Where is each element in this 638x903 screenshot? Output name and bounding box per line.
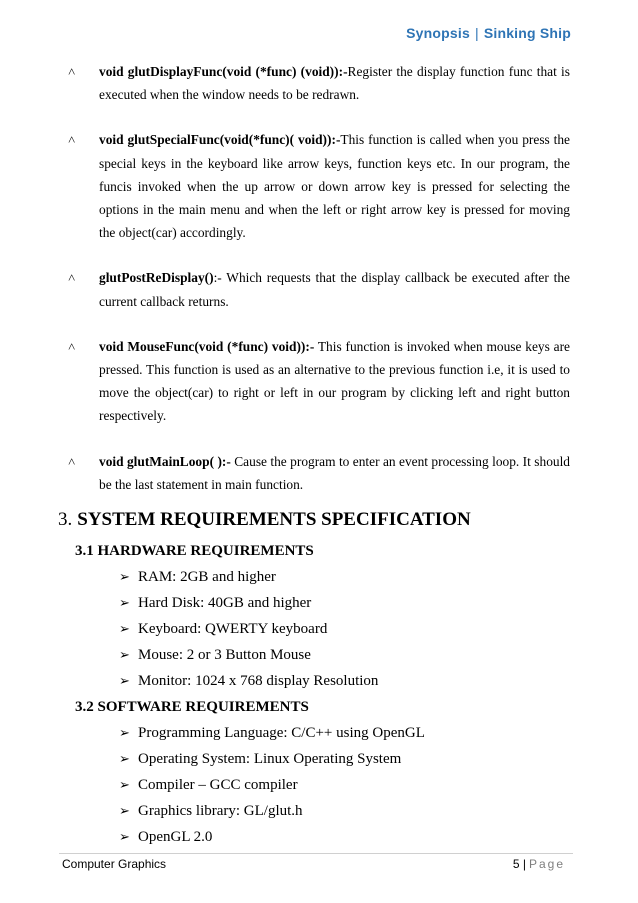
caret-up-bullet-icon: ˄ — [68, 64, 76, 79]
arrowhead-bullet-icon: ➢ — [119, 777, 130, 792]
list-item-text: Keyboard: QWERTY keyboard — [138, 621, 328, 637]
function-item — [68, 335, 570, 428]
list-item — [119, 800, 425, 826]
list-item-text: OpenGL 2.0 — [138, 829, 213, 845]
function-description: This function is invoked when mouse keys are pressed. This function is used as an alternative to the previous function i.e, it is used to move the object(car) to right or left in our program by clicking left and right button respectively. — [99, 338, 570, 424]
footer-page-number — [513, 857, 565, 871]
hardware-heading: 3.1 HARDWARE REQUIREMENTS — [75, 543, 314, 559]
list-item — [119, 592, 378, 618]
caret-up-bullet-icon: ˄ — [68, 270, 76, 286]
caret-up-bullet-icon: ˄ — [68, 338, 76, 354]
function-signature: void glutDisplayFunc(void (*func) (void)):- — [99, 64, 348, 79]
section-heading — [58, 509, 471, 531]
function-description: Cause the program to enter an event processing loop. It should be the last statement in main function. — [99, 453, 570, 492]
list-item-text: RAM: 2GB and higher — [138, 569, 276, 585]
arrowhead-bullet-icon: ➢ — [119, 647, 130, 662]
arrowhead-bullet-icon: ➢ — [119, 569, 130, 584]
function-signature: void MouseFunc(void (*func) void)):- — [99, 338, 315, 354]
caret-up-bullet-icon: ˄ — [68, 132, 76, 148]
list-item-text: Programming Language: C/C++ using OpenGL — [138, 725, 425, 741]
list-item-text: Monitor: 1024 x 768 display Resolution — [138, 673, 379, 689]
list-item — [119, 722, 425, 748]
list-item — [119, 644, 378, 670]
page-label: Page — [528, 857, 565, 871]
header-project-title: Sinking Ship — [483, 25, 571, 41]
list-item-text: Mouse: 2 or 3 Button Mouse — [138, 647, 311, 663]
function-item — [68, 450, 570, 496]
list-item-text: Compiler – GCC compiler — [138, 777, 298, 793]
list-item — [119, 826, 425, 852]
header-doc-type: Synopsis — [406, 25, 470, 41]
function-description: Register the display function func that is executed when the window needs to be redrawn. — [99, 64, 570, 103]
list-item — [119, 774, 425, 800]
caret-up-bullet-icon: ˄ — [68, 453, 76, 469]
arrowhead-bullet-icon: ➢ — [119, 751, 130, 766]
software-list — [119, 722, 425, 852]
function-item — [68, 128, 570, 244]
list-item — [119, 566, 378, 592]
function-list — [68, 60, 570, 518]
section-number: 3. — [58, 509, 73, 530]
hardware-list — [119, 566, 378, 696]
function-item — [68, 266, 570, 312]
list-item — [119, 618, 378, 644]
list-item-text: Operating System: Linux Operating System — [138, 751, 402, 767]
function-signature: void glutSpecialFunc(void(*func)( void)):- — [99, 132, 341, 148]
list-item-text: Graphics library: GL/glut.h — [138, 803, 303, 819]
function-description: This function is called when you press the special keys in the keyboard like arrow keys, function keys etc. In our program, the funcis invoked when the up arrow or down arrow key is pressed for selecting the options in the main menu and when the left or right arrow key is pressed for moving the object(car) accordingly. — [99, 132, 571, 241]
list-item — [119, 748, 425, 774]
function-signature: glutPostReDisplay() — [99, 270, 214, 286]
function-signature: void glutMainLoop( ):- — [99, 453, 231, 469]
arrowhead-bullet-icon: ➢ — [119, 621, 130, 636]
footer-course: Computer Graphics — [62, 857, 167, 871]
page-number: 5 — [512, 857, 520, 871]
arrowhead-bullet-icon: ➢ — [119, 595, 130, 610]
function-description: :- Which requests that the display callback be executed after the current callback returns. — [99, 270, 570, 309]
footer-separator: | — [522, 857, 526, 871]
header-separator: | — [474, 25, 479, 41]
function-item — [68, 60, 570, 106]
list-item — [119, 670, 378, 696]
arrowhead-bullet-icon: ➢ — [119, 673, 130, 688]
arrowhead-bullet-icon: ➢ — [119, 725, 130, 740]
arrowhead-bullet-icon: ➢ — [119, 829, 130, 844]
software-heading: 3.2 SOFTWARE REQUIREMENTS — [75, 699, 309, 715]
footer-divider — [59, 853, 573, 854]
page-header — [406, 25, 571, 41]
section-title: SYSTEM REQUIREMENTS SPECIFICATION — [77, 509, 471, 530]
arrowhead-bullet-icon: ➢ — [119, 803, 130, 818]
list-item-text: Hard Disk: 40GB and higher — [138, 595, 312, 611]
